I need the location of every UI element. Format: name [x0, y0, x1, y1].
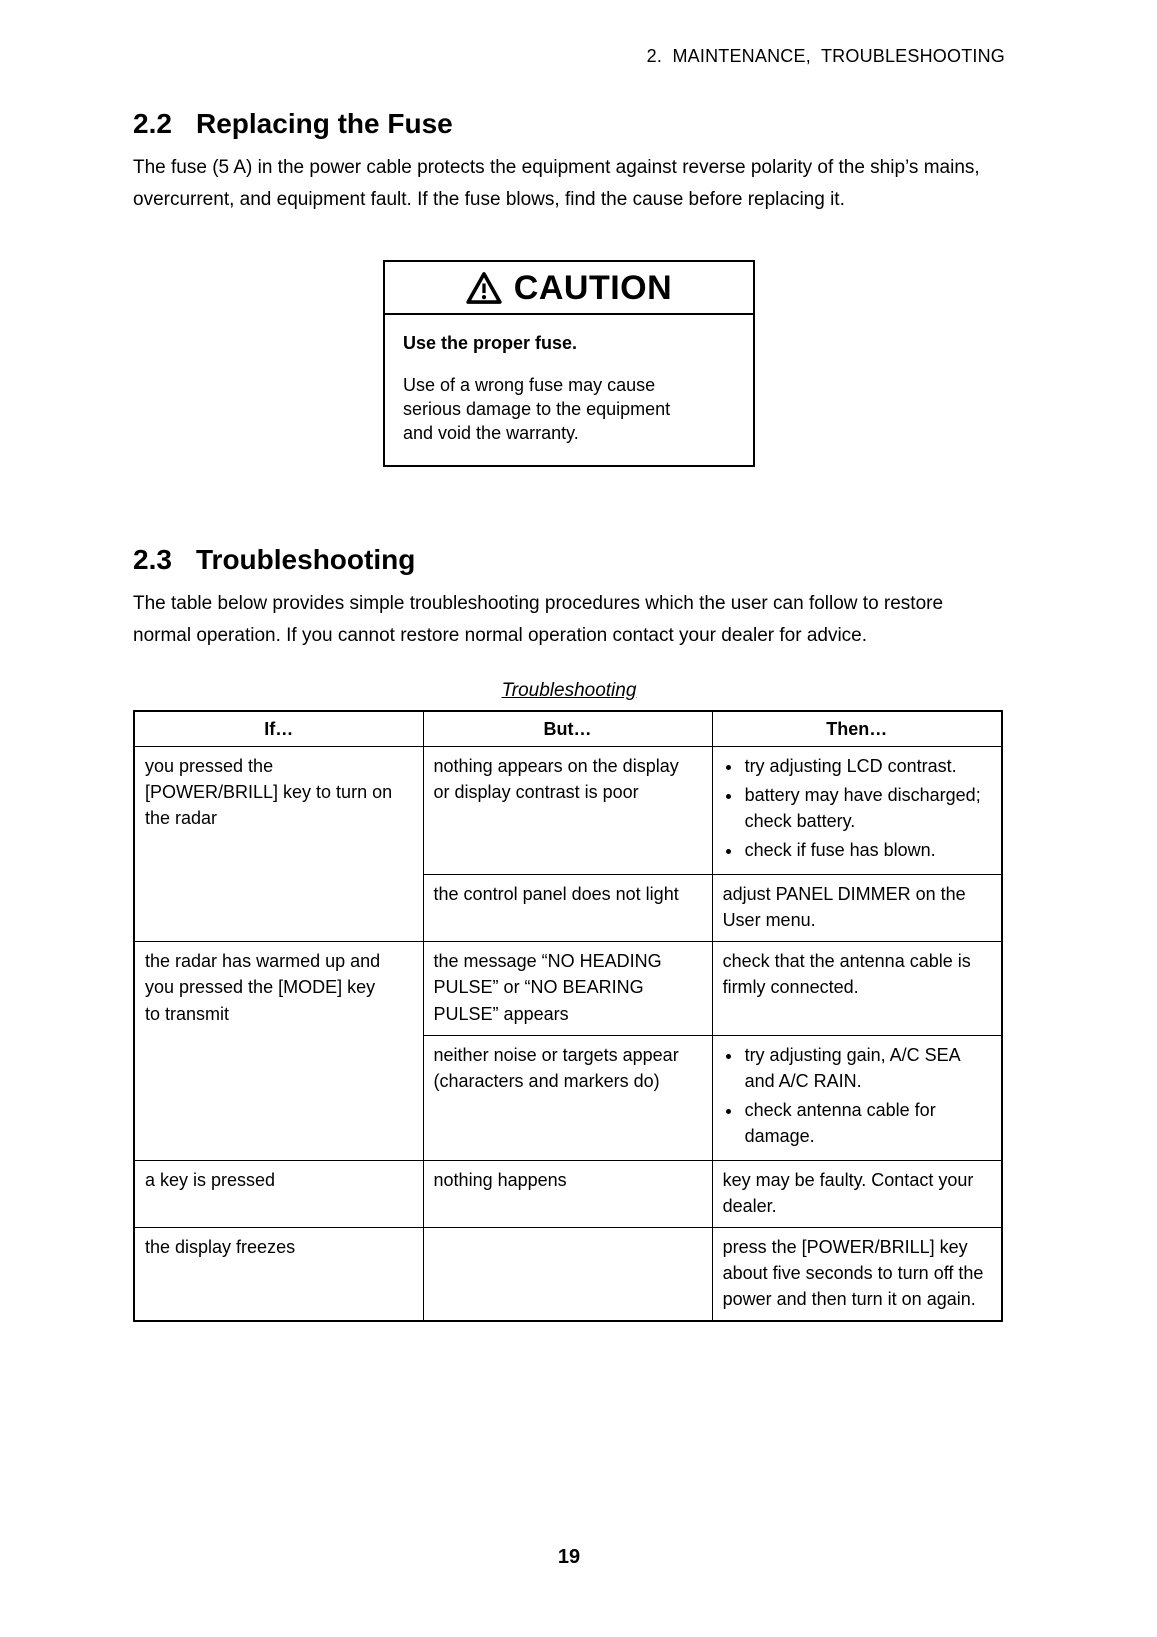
section-2-2-title: Replacing the Fuse: [196, 108, 453, 139]
table-header-row: [134, 711, 1002, 747]
section-2-2-number: 2.2: [133, 108, 172, 139]
section-2-3-body: The table below provides simple troubleshooting procedures which the user can follow to restore normal operation. If you cannot restore normal operation contact your dealer for advice.: [133, 592, 944, 646]
cell-if: you pressed the [POWER/BRILL] key to turn on the radar: [134, 746, 423, 942]
warning-triangle-icon: [466, 271, 502, 305]
caution-title: CAUTION: [513, 268, 673, 307]
cell-but: the control panel does not light: [423, 875, 712, 942]
then-bullet: • try adjusting LCD contrast.: [743, 753, 989, 779]
caution-text: Use of a wrong fuse may cause serious damage to the equipment and void the warranty.: [403, 374, 671, 443]
then-bullet-list: [723, 1042, 989, 1149]
column-header-but: But…: [423, 711, 712, 747]
section-2-3-heading: [133, 545, 1005, 576]
cell-but: the message “NO HEADING PULSE” or “NO BEARING PULSE” appears: [423, 942, 712, 1035]
cell-but: [423, 1228, 712, 1322]
section-2-2-heading: [133, 109, 1005, 140]
table-caption: Troubleshooting: [501, 679, 637, 701]
table-row: [134, 942, 1002, 1035]
section-2-3-title: Troubleshooting: [196, 544, 416, 576]
cell-if: the radar has warmed up and you pressed the [MODE] key to transmit: [134, 942, 423, 1161]
cell-then: check that the antenna cable is firmly connected.: [712, 942, 1002, 1035]
caution-box: [383, 260, 755, 467]
column-header-then: Then…: [712, 711, 1002, 747]
cell-if: a key is pressed: [134, 1160, 423, 1227]
cell-then: [712, 1035, 1002, 1160]
then-bullet: • battery may have discharged; check battery.: [743, 782, 989, 834]
page-number: 19: [557, 1546, 581, 1568]
cell-but: neither noise or targets appear (characters and markers do): [423, 1035, 712, 1160]
cell-but: nothing appears on the display or display contrast is poor: [423, 746, 712, 874]
section-2-2-body: The fuse (5 A) in the power cable protects the equipment against reverse polarity of the ship’s mains, overcurrent, and equipment fault. If the fuse blows, find the cause before replacing it.: [133, 156, 980, 210]
cell-then: press the [POWER/BRILL] key about five seconds to turn off the power and then turn it on again.: [712, 1228, 1002, 1322]
column-header-if: If…: [134, 711, 423, 747]
then-bullet: • try adjusting gain, A/C SEA and A/C RAIN.: [743, 1042, 989, 1094]
cell-then: key may be faulty. Contact your dealer.: [712, 1160, 1002, 1227]
then-bullet: • check antenna cable for damage.: [743, 1097, 989, 1149]
caution-subtitle: Use the proper fuse.: [403, 332, 578, 353]
then-bullet-list: [723, 753, 989, 863]
table-row: [134, 746, 1002, 874]
running-header: 2. MAINTENANCE, TROUBLESHOOTING: [646, 46, 1005, 66]
table-row: [134, 1228, 1002, 1322]
section-2-3-number: 2.3: [133, 544, 172, 576]
then-bullet: • check if fuse has blown.: [743, 837, 989, 863]
cell-if: the display freezes: [134, 1228, 423, 1322]
table-row: [134, 1160, 1002, 1227]
cell-then: adjust PANEL DIMMER on the User menu.: [712, 875, 1002, 942]
caution-header: [385, 262, 753, 315]
caution-body: [385, 315, 753, 465]
cell-but: nothing happens: [423, 1160, 712, 1227]
cell-then: [712, 746, 1002, 874]
troubleshooting-table: [133, 710, 1003, 1323]
